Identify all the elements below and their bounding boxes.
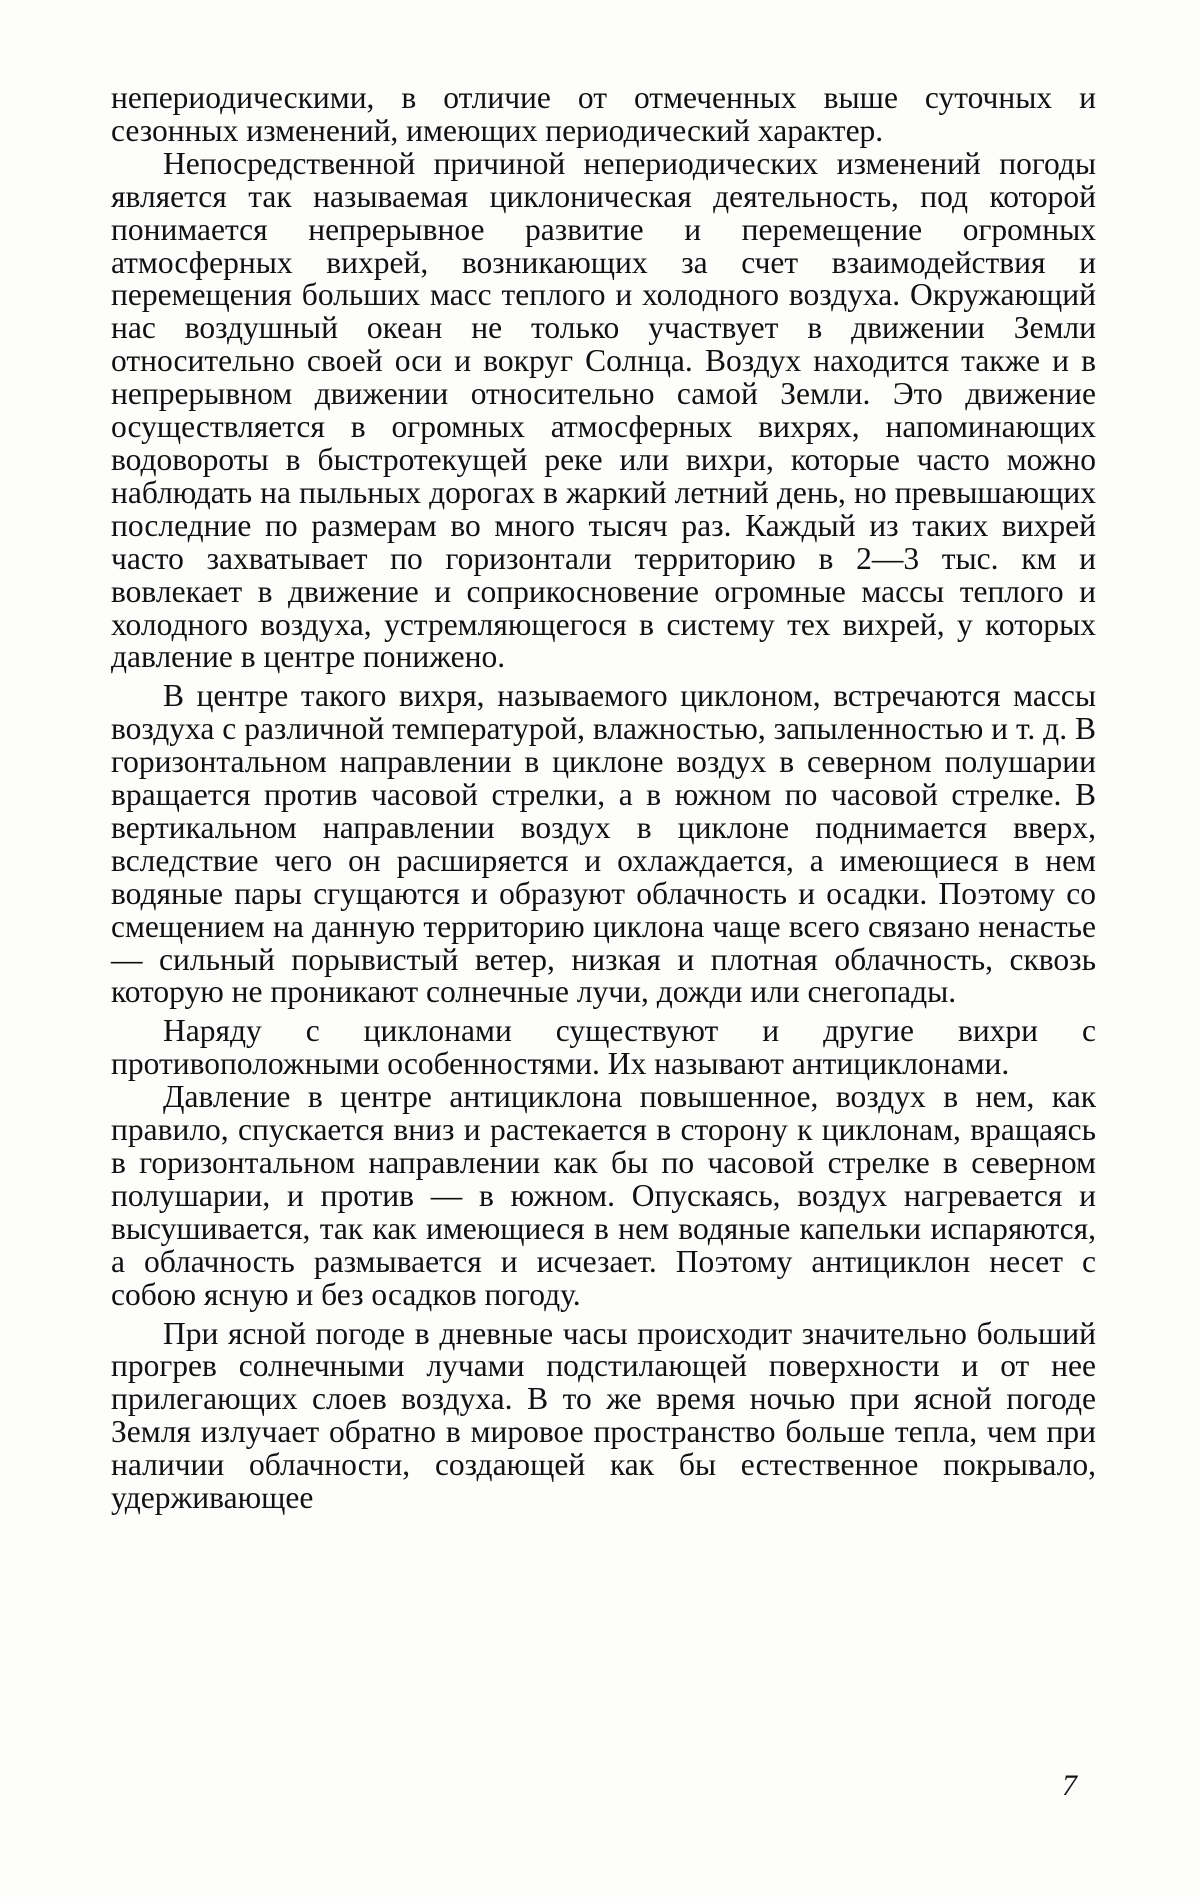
body-text [111,82,1096,1515]
paragraph-6: При ясной погоде в дневные часы происходит значительно больший прогрев солнечными лучами подстилающей поверхности и от нее прилегающих слоев воздуха. В то же время ночью при ясной погоде Земля излучает обратно в мировое пространство больше тепла, чем при наличии облачности, создающей как бы естественное покрывало, удерживающее [111,1315,1096,1516]
paragraph-3: В центре такого вихря, называемого циклоном, встречаются массы воздуха с различной температурой, влажностью, запыленностью и т. д. В горизонтальном направлении в циклоне воздух в северном полушарии вращается против часовой стрелки, а в южном по часовой стрелке. В вертикальном направлении воздух в циклоне поднимается вверх, вследствие чего он расширяется и охлаждается, а имеющиеся в нем водяные пары сгущаются и образуют облачность и осадки. Поэтому со смещением на данную территорию циклона чаще всего связано ненастье — сильный порывистый ветер, низкая и плотная облачность, сквозь которую не проникают солнечные лучи, дожди или снегопады. [111,678,1096,1010]
paragraph-5: Давление в центре антициклона повышенное, воздух в нем, как правило, спускается вниз и растекается в сторону к циклонам, вращаясь в горизонтальном направлении как бы по часовой стрелке в северном полушарии, и против — в южном. Опускаясь, воздух нагревается и высушивается, так как имеющиеся в нем водяные капельки испаряются, а облачность размывается и исчезает. Поэтому антициклон несет с собою ясную и без осадков погоду. [111,1079,1096,1312]
paragraph-2: Непосредственной причиной непериодических изменений погоды является так называемая циклоническая деятельность, под которой понимается непрерывное развитие и перемещение огромных атмосферных вихрей, возникающих за счет взаимодействия и перемещения больших масс теплого и холодного воздуха. Окружающий нас воздушный океан не только участвует в движении Земли относительно своей оси и вокруг Солнца. Воздух находится также и в непрерывном движении относительно самой Земли. Это движение осуществляется в огромных атмосферных вихрях, напоминающих водовороты в быстротекущей реке или вихри, которые часто можно наблюдать на пыльных дорогах в жаркий летний день, но превышающих последние по размерам во много тысяч раз. Каждый из таких вихрей часто захватывает по горизонтали территорию в 2—3 тыс. км и вовлекает в движение и соприкосновение огромные массы теплого и холодного воздуха, устремляющегося в систему тех вихрей, у которых давление в центре понижено. [111,145,1096,675]
paragraph-1: непериодическими, в отличие от отмеченных выше суточных и сезонных изменений, имеющих периодический характер. [111,80,1096,148]
page-number: 7 [1062,1769,1077,1802]
paragraph-4: Наряду с циклонами существуют и другие вихри с противоположными особенностями. Их называют антициклонами. [111,1013,1096,1082]
